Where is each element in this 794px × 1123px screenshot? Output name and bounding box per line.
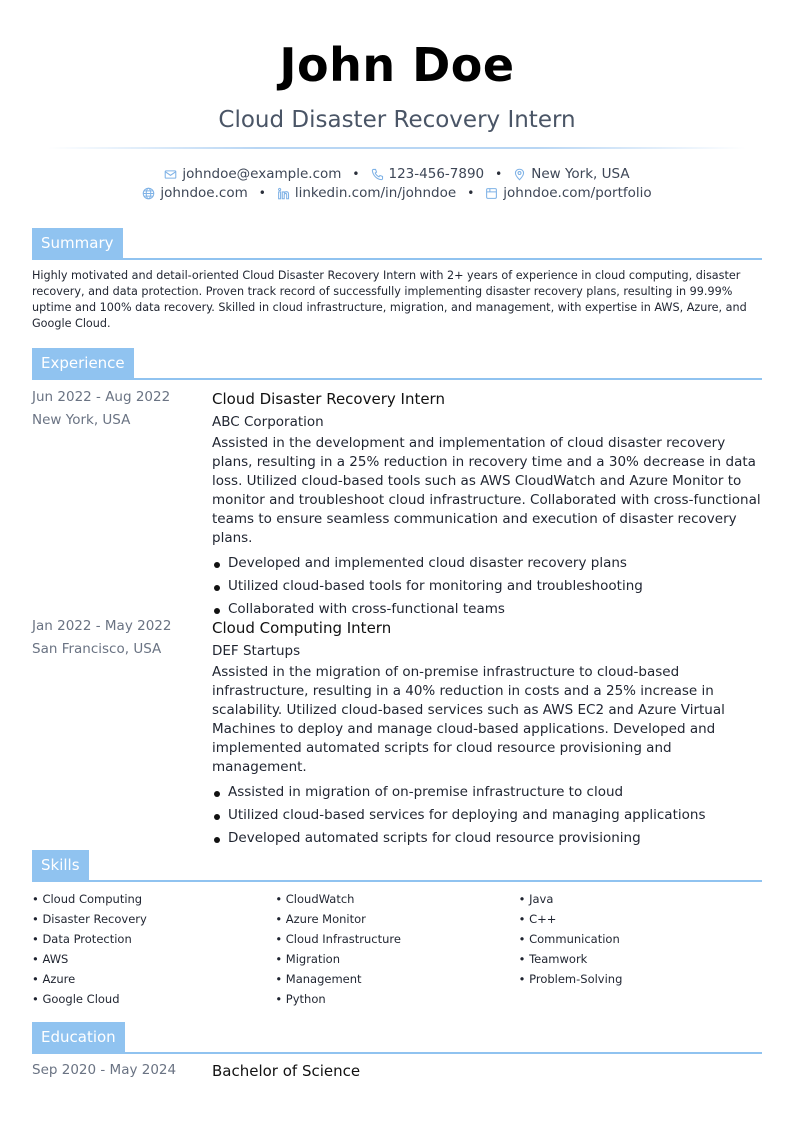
separator-dot: • [495,167,503,181]
candidate-name: John Doe [279,38,515,92]
skill-item: • Teamwork [519,949,762,969]
job-bullet: Collaborated with cross-functional teams [212,598,762,621]
skill-item: • Disaster Recovery [32,909,275,929]
contact-email[interactable] [164,166,341,182]
phone-text: 123-456-7890 [388,166,485,182]
skill-item: • Management [275,969,518,989]
phone-icon [371,168,384,181]
job-bullets [212,552,762,621]
skill-item: • Google Cloud [32,989,275,1009]
header-divider [48,147,746,149]
contact-website[interactable] [142,185,247,201]
job-bullet: Developed and implemented cloud disaster recovery plans [212,552,762,575]
mail-icon [164,168,177,181]
skills-column [32,889,275,1009]
summary-section-header [32,228,762,260]
job-bullet: Developed automated scripts for cloud resource provisioning [212,827,762,850]
skills-grid [32,889,762,1009]
summary-text: Highly motivated and detail-oriented Cloud Disaster Recovery Intern with 2+ years of experience in cloud computing, disaster recovery, and data protection. Proven track record of successfully implementing disaster recovery plans, resulting in 99.99% uptime and 100% data recovery. Skilled in cloud infrastructure, migration, and management, with expertise in AWS, Azure, and Google Cloud. [32,269,747,330]
website-text: johndoe.com [160,185,248,201]
job-dates: Jun 2022 - Aug 2022 [32,389,171,405]
skill-item: • Cloud Computing [32,889,275,909]
skill-item: • C++ [519,909,762,929]
contact-linkedin[interactable] [277,185,456,201]
section-title-education: Education [32,1022,125,1052]
job-details [212,389,762,621]
separator-dot: • [258,186,266,200]
skill-item: • CloudWatch [275,889,518,909]
location-text: New York, USA [531,166,630,182]
job-bullet: Utilized cloud-based tools for monitoring and troubleshooting [212,575,762,598]
section-title-summary: Summary [32,228,123,258]
skills-column [519,889,762,1009]
job-dates: Jan 2022 - May 2022 [32,618,172,634]
candidate-role: Cloud Disaster Recovery Intern [218,107,576,133]
section-rule [32,1052,762,1054]
skill-item: • Migration [275,949,518,969]
job-company: ABC Corporation [212,414,324,430]
job-details [212,618,762,850]
job-bullet: Assisted in migration of on-premise infrastructure to cloud [212,781,762,804]
skill-item: • Java [519,889,762,909]
skill-item: • Data Protection [32,929,275,949]
portfolio-text: johndoe.com/portfolio [503,185,652,201]
linkedin-icon [277,187,290,200]
job-description: Assisted in the migration of on-premise infrastructure to cloud-based infrastructure, resulting in a 40% reduction in costs and a 25% increase in scalability. Utilized cloud-based services such as AWS EC2 and Azure Virtual Machines to deploy and manage cloud-based applications. Developed and implemented automated scripts for cloud resource provisioning and management. [212,664,725,775]
skill-item: • Communication [519,929,762,949]
contact-row-links [0,185,794,201]
job-title: Cloud Disaster Recovery Intern [212,390,445,408]
skill-item: • AWS [32,949,275,969]
skill-item: • Problem-Solving [519,969,762,989]
job-bullets [212,781,762,850]
separator-dot: • [352,167,360,181]
email-text: johndoe@example.com [182,166,342,182]
education-degree: Bachelor of Science [212,1062,361,1080]
skill-item: • Azure Monitor [275,909,518,929]
skills-section-header [32,850,762,882]
portfolio-icon [485,187,498,200]
contact-location [513,166,629,182]
section-title-experience: Experience [32,348,134,378]
job-company: DEF Startups [212,643,301,659]
experience-section-header [32,348,762,380]
job-location: New York, USA [32,412,131,428]
education-section-header [32,1022,762,1054]
job-description: Assisted in the development and implementation of cloud disaster recovery plans, resulting in a 25% reduction in recovery time and a 30% decrease in data loss. Utilized cloud-based tools such as AWS CloudWatch and Azure Monitor to monitor and troubleshoot cloud infrastructure. Collaborated with cross-functional teams to ensure seamless communication and execution of disaster recovery plans. [212,435,761,546]
skills-column [275,889,518,1009]
contact-portfolio[interactable] [485,185,651,201]
skill-item: • Azure [32,969,275,989]
separator-dot: • [467,186,475,200]
section-rule [32,378,762,380]
location-pin-icon [513,168,526,181]
job-bullet: Utilized cloud-based services for deploying and managing applications [212,804,762,827]
job-location: San Francisco, USA [32,641,162,657]
linkedin-text: linkedin.com/in/johndoe [294,185,457,201]
job-title: Cloud Computing Intern [212,619,392,637]
skill-item: • Cloud Infrastructure [275,929,518,949]
skill-item: • Python [275,989,518,1009]
section-title-skills: Skills [32,850,89,880]
contact-phone[interactable] [371,166,485,182]
section-rule [32,258,762,260]
globe-icon [142,187,155,200]
section-rule [32,880,762,882]
contact-row-primary [0,166,794,182]
education-dates: Sep 2020 - May 2024 [32,1062,177,1078]
